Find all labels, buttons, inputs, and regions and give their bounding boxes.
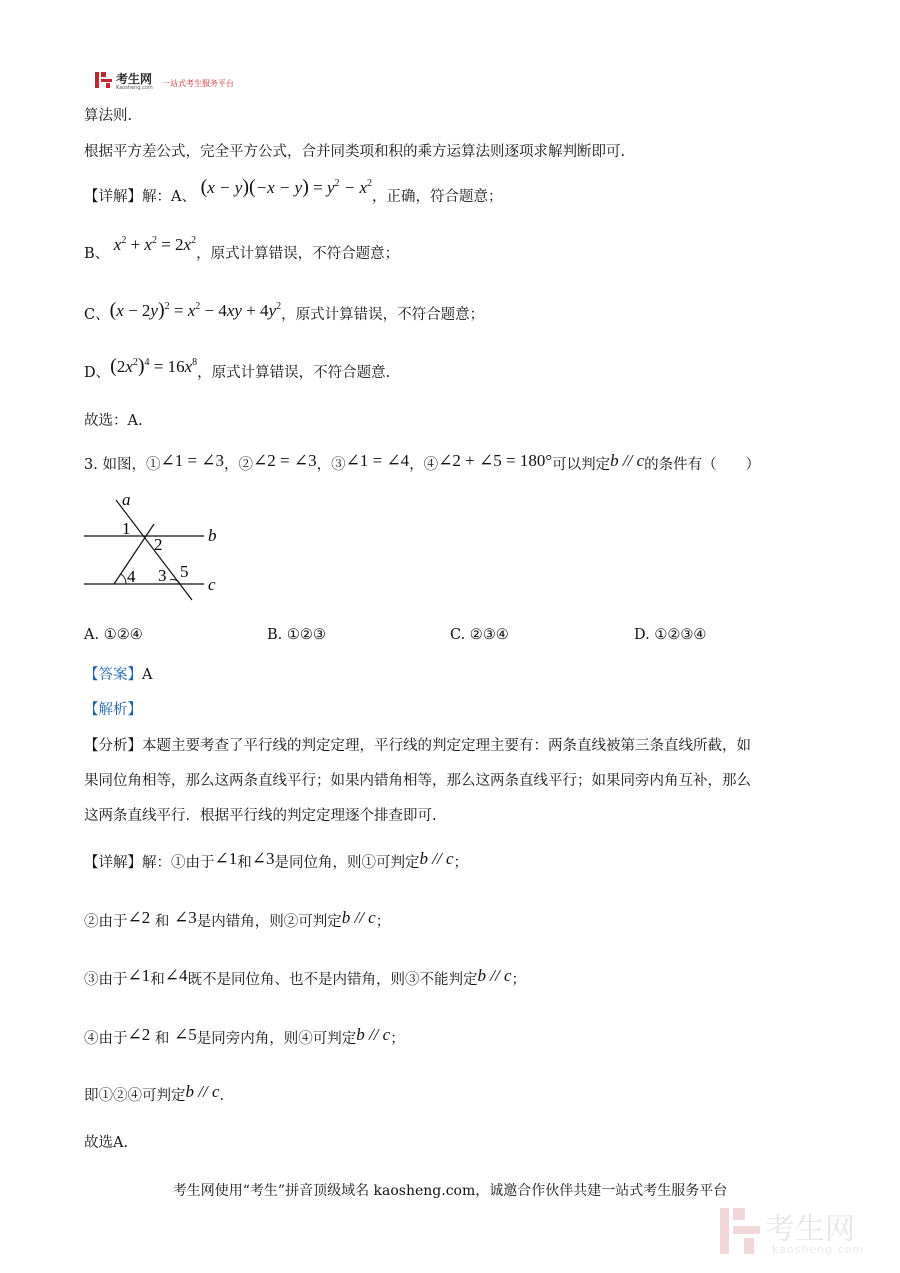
prev-detail-a: 【详解】解：A、 $(x - y)(-x - y) = y^2 - x^2$，正确，符合题意； xyxy=(84,176,503,205)
option-b: B. ①②③ xyxy=(267,627,326,643)
label-angle-4: 4 xyxy=(127,567,136,586)
prev-detail-c: C、$(x - 2y)^2 = x^2 - 4xy + 4y^2$，原式计算错误，不符合题意； xyxy=(84,299,485,323)
watermark-logo-icon xyxy=(718,1206,762,1256)
label-angle-2: 2 xyxy=(154,535,163,554)
angle-5-arc xyxy=(170,579,180,584)
solution-conclusion: 即①②④可判定b // c. xyxy=(84,1082,225,1104)
option-d: D. ①②③④ xyxy=(634,627,707,643)
detail-label: 【详解】 xyxy=(84,189,142,205)
formula-a: $(x - y)(-x - y) = y^2 - x^2$ xyxy=(200,176,373,198)
logo-name: 考生网 xyxy=(116,72,153,86)
angle-4-arc xyxy=(121,574,126,584)
question-stem: 3. 如图，①∠1 = ∠3，②∠2 = ∠3，③∠1 = ∠4，④∠2 + ∠5 = 180°可以判定b // c的条件有（ ） xyxy=(84,451,761,473)
option-c: C. ②③④ xyxy=(450,627,509,643)
parallel-lines-figure xyxy=(80,490,230,605)
prev-detail-d: D、$(2x^2)^4 = 16x^8$，原式计算错误，不符合题意. xyxy=(84,355,391,381)
solution-step-1: 【详解】解：①由于∠1和∠3是同位角，则①可判定b // c； xyxy=(84,849,468,871)
analysis-line-1: 【分析】本题主要考查了平行线的判定定理，平行线的判定定理主要有：两条直线被第三条直线所截，如 xyxy=(84,738,751,754)
analysis-label: 【解析】 xyxy=(84,702,142,718)
prev-tail: 算法则. xyxy=(84,108,133,124)
solution-choose: 故选A. xyxy=(84,1135,129,1151)
logo-domain: Kaosheng.com xyxy=(116,85,153,91)
footer-text: 考生网使用“考生”拼音顶级域名 kaosheng.com，诚邀合作伙伴共建一站式考生服务平台 xyxy=(172,1183,728,1199)
analysis-line-2: 果同位角相等，那么这两条直线平行；如果内错角相等，那么这两条直线平行；如果同旁内角互补，那么 xyxy=(84,773,751,789)
solution-step-2: ②由于∠2 和 ∠3是内错角，则②可判定b // c； xyxy=(84,908,391,930)
label-angle-5: 5 xyxy=(180,562,189,581)
solution-step-4: ④由于∠2 和 ∠5是同旁内角，则④可判定b // c； xyxy=(84,1025,405,1047)
prev-detail-b: B、 $x^2 + x^2 = 2x^2$，原式计算错误，不符合题意； xyxy=(84,235,400,262)
formula-c: $(x - 2y)^2 = x^2 - 4xy + 4y^2$ xyxy=(109,299,282,321)
prev-method: 根据平方差公式，完全平方公式，合并同类项和积的乘方运算法则逐项求解判断即可. xyxy=(84,144,626,160)
answer xyxy=(84,663,152,684)
option-a: A. ①②④ xyxy=(84,627,143,643)
label-b: b xyxy=(208,526,217,545)
logo-slogan: 一站式考生服务平台 xyxy=(162,79,234,88)
label-angle-3: 3 xyxy=(158,566,167,585)
label-a: a xyxy=(122,490,131,509)
solution-step-3: ③由于∠1和∠4既不是同位角、也不是内错角，则③不能判定b // c； xyxy=(84,966,526,988)
watermark-name: 考生网 xyxy=(765,1212,855,1247)
formula-d: $(2x^2)^4 = 16x^8$ xyxy=(110,355,198,377)
formula-b: $x^2 + x^2 = 2x^2$ xyxy=(113,235,197,254)
prev-choose: 故选：A. xyxy=(84,413,143,429)
kaosheng-logo-icon xyxy=(94,71,114,89)
answer-label: 【答案】 xyxy=(84,667,142,683)
answer-value: A xyxy=(142,667,153,683)
label-c: c xyxy=(208,575,216,594)
analysis-line-3: 这两条直线平行．根据平行线的判定定理逐个排查即可. xyxy=(84,808,437,824)
watermark-domain: kaosheng.com xyxy=(772,1243,865,1256)
label-angle-1: 1 xyxy=(122,519,131,538)
